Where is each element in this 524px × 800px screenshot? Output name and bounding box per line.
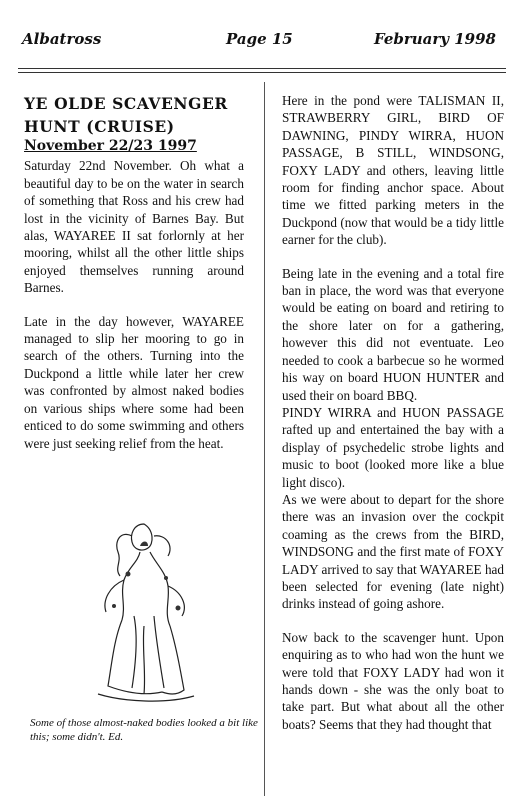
right-column <box>282 92 504 733</box>
newsletter-name: Albatross <box>22 30 102 48</box>
paragraph: As we were about to depart for the shore there was an invasion over the cockpit coaming as the crews from the BIRD, WINDSONG and the first mate of FOXY LADY arrived to say that WAYAREE had been selected for evening (late night) drinks instead of going ashore. <box>282 491 504 612</box>
header-rule-thin <box>18 72 506 73</box>
page-number: Page 15 <box>226 30 293 48</box>
nymph-illustration <box>84 516 206 706</box>
header-rule <box>18 68 506 69</box>
issue-date: February 1998 <box>374 30 496 48</box>
figure-caption: Some of those almost-naked bodies looked a bit like this; some didn't. Ed. <box>30 717 258 743</box>
paragraph: Now back to the scavenger hunt. Upon enquiring as to who had won the hunt we were told that FOXY LADY had won it hands down - she was the only boat to take part. But what about all the other boats? Seems that they had thought that <box>282 629 504 732</box>
paragraph: Saturday 22nd November. Oh what a beautiful day to be on the water in search of something that Ross and his crew had lost in the vicinity of Barnes Bay. But alas, WAYAREE II sat forlornly at her mooring, whilst all the other little ships enjoyed themselves running around Barnes. <box>24 158 244 296</box>
paragraph: Late in the day however, WAYAREE managed to slip her mooring to go in search of the others. Turning into the Duckpond a little while later her crew was confronted by almost naked bodies on various ships where some had been enticed to do some swimming and others were just seeking relief from the heat. <box>24 313 244 451</box>
page-header <box>22 30 502 54</box>
paragraph: PINDY WIRRA and HUON PASSAGE rafted up and entertained the bay with a display of psychedelic strobe lights and music to boot (looked more like a blue light disco). <box>282 404 504 490</box>
column-divider <box>264 82 265 796</box>
article-date: November 22/23 1997 <box>24 138 197 154</box>
paragraph: Here in the pond were TALISMAN II, STRAWBERRY GIRL, BIRD OF DAWNING, PINDY WIRRA, HUON PASSAGE, B STILL, WINDSONG, FOXY LADY and others, leaving little room for finding anchor space. About time we fitted parking meters in the Duckpond (now that would be a tidy little earner for the club). <box>282 93 504 248</box>
article-title: YE OLDE SCAVENGER HUNT (CRUISE) <box>24 94 228 136</box>
paragraph: Being late in the evening and a total fire ban in place, the word was that everyone would be eating on board and retiring to the shore later on for a gathering, however this did not eventuate. Leo needed to cook a barbecue so he wormed his way on board HUON HUNTER and used their on board BBQ. <box>282 265 504 403</box>
left-column <box>24 92 244 468</box>
